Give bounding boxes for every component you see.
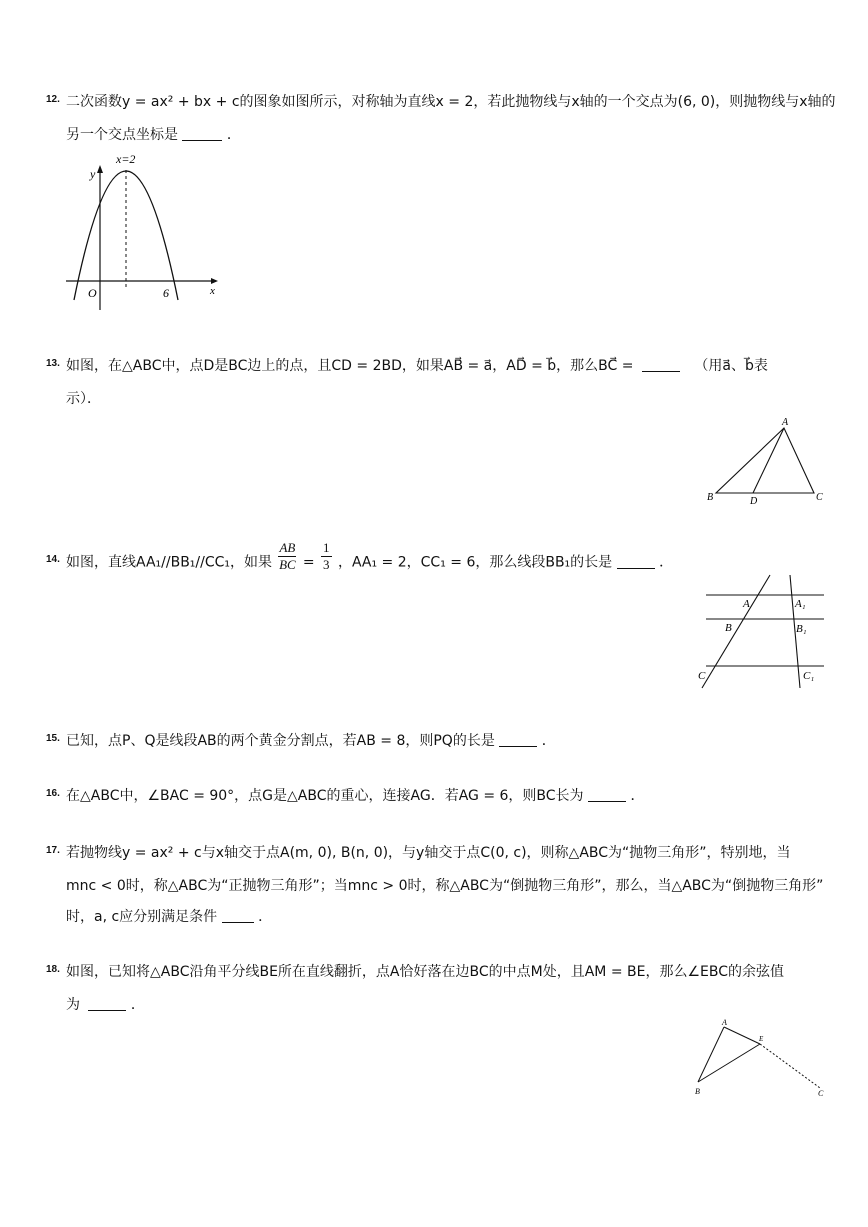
question-number: 18. xyxy=(46,964,60,975)
point-c1-label: C₁ xyxy=(803,670,815,682)
fraction-denominator: 3 xyxy=(323,557,330,572)
symmetry-line-label: x=2 xyxy=(116,152,136,166)
question-text-line-1: 二次函数y = ax² + bx + c的图象如图所示，对称轴为直线x = 2，若此抛物线与x轴的一个交点为(6, 0)，则抛物线与x轴的 xyxy=(66,94,836,110)
point-e-label: E xyxy=(759,1035,764,1043)
vertex-c-label: C xyxy=(816,492,823,503)
text-segment: 已知，点P、Q是线段AB的两个黄金分割点，若AB = 8，则PQ的长是 xyxy=(66,733,495,749)
vertex-a-label: A xyxy=(782,417,789,428)
answer-blank[interactable] xyxy=(588,787,626,802)
question-text-line-1 xyxy=(66,540,674,573)
point-d-label: D xyxy=(750,496,758,507)
text-segment: ，AA₁ = 2，CC₁ = 6，那么线段BB₁的长是 xyxy=(337,554,613,571)
text-segment: 如图，直线AA₁//BB₁//CC₁，如果 xyxy=(66,554,273,571)
point-b1-label: B₁ xyxy=(796,623,807,635)
question-number: 14. xyxy=(46,554,60,565)
y-axis-label: y xyxy=(90,167,96,181)
point-a1-label: A₁ xyxy=(795,598,806,610)
question-text-line-1 xyxy=(66,356,768,376)
segment-ec xyxy=(760,1044,820,1088)
vertex-c-label: C xyxy=(818,1089,824,1098)
text-segment: ． xyxy=(659,554,674,571)
answer-blank[interactable] xyxy=(499,732,537,747)
question-text-line-2: 示）． xyxy=(66,391,101,407)
point-c-label: C xyxy=(698,670,706,682)
answer-blank[interactable] xyxy=(182,126,222,141)
question-number: 17. xyxy=(46,845,60,856)
answer-blank[interactable] xyxy=(642,357,680,372)
text-segment: 如图，在△ABC中，点D是BC边上的点，且CD = 2BD，如果AB⃗ = a⃗，AD⃗ = b⃗，那么BC⃗ = xyxy=(66,358,634,374)
parabola-figure xyxy=(62,150,232,315)
segment-ad xyxy=(753,428,784,493)
y-axis-arrow xyxy=(97,165,103,173)
question-text-line-2: mnc < 0时，称△ABC为“正抛物三角形”；当mnc > 0时，称△ABC为“倒抛物三角形”，那么，当△ABC为“倒抛物三角形” xyxy=(66,878,824,894)
text-segment: ． xyxy=(630,788,645,804)
question-number: 13. xyxy=(46,358,60,369)
question-text-line-3 xyxy=(66,907,272,927)
origin-label: O xyxy=(88,286,97,300)
text-segment: （用a⃗、b⃗表 xyxy=(694,358,768,374)
fraction-one-third xyxy=(321,540,332,573)
folded-triangle-figure xyxy=(688,1015,828,1100)
question-text-line-1: 如图，已知将△ABC沿角平分线BE所在直线翻折，点A恰好落在边BC的中点M处，且AM = BE，那么∠EBC的余弦值 xyxy=(66,964,784,980)
point-6-label: 6 xyxy=(163,286,169,300)
text-segment: ． xyxy=(226,127,241,143)
text-segment: 为 xyxy=(66,997,80,1013)
text-segment: ． xyxy=(130,997,145,1013)
answer-blank[interactable] xyxy=(222,908,254,923)
fraction-numerator: AB xyxy=(279,540,296,555)
text-segment: 时，a, c应分别满足条件 xyxy=(66,909,218,925)
point-b-label: B xyxy=(725,622,732,634)
vertex-b-label: B xyxy=(707,492,714,503)
x-axis-label: x xyxy=(210,285,215,297)
text-segment: 在△ABC中，∠BAC = 90°，点G是△ABC的重心，连接AG．若AG = 6，则BC长为 xyxy=(66,788,584,804)
vertex-b-label: B xyxy=(695,1087,700,1096)
equals-sign: = xyxy=(302,554,315,571)
question-text-line-2 xyxy=(66,125,241,145)
text-segment: ． xyxy=(258,909,273,925)
text-segment: ． xyxy=(541,733,556,749)
answer-blank[interactable] xyxy=(617,554,655,569)
fraction-ab-bc xyxy=(278,540,296,573)
transversal-left xyxy=(702,575,770,688)
question-text-line-1 xyxy=(66,731,556,751)
question-number: 15. xyxy=(46,733,60,744)
point-a-label: A xyxy=(743,598,750,610)
question-text-line-1: 若抛物线y = ax² + c与x轴交于点A(m, 0), B(n, 0)，与y轴交于点C(0, c)，则称△ABC为“抛物三角形”，特别地，当 xyxy=(66,845,791,861)
x-axis-arrow xyxy=(211,278,218,284)
parallel-lines-figure xyxy=(696,572,831,692)
fraction-numerator: 1 xyxy=(323,540,330,555)
question-number: 12. xyxy=(46,94,60,105)
question-number: 16. xyxy=(46,788,60,799)
vertex-a-label: A xyxy=(722,1018,727,1027)
triangle-abc-figure xyxy=(700,410,830,510)
text-segment: 另一个交点坐标是 xyxy=(66,127,178,143)
question-text-line-1 xyxy=(66,786,644,806)
fraction-denominator: BC xyxy=(279,557,296,572)
segment-ae xyxy=(724,1027,760,1044)
answer-blank[interactable] xyxy=(88,996,126,1011)
question-text-line-2 xyxy=(66,995,145,1015)
triangle-abc xyxy=(716,428,814,493)
